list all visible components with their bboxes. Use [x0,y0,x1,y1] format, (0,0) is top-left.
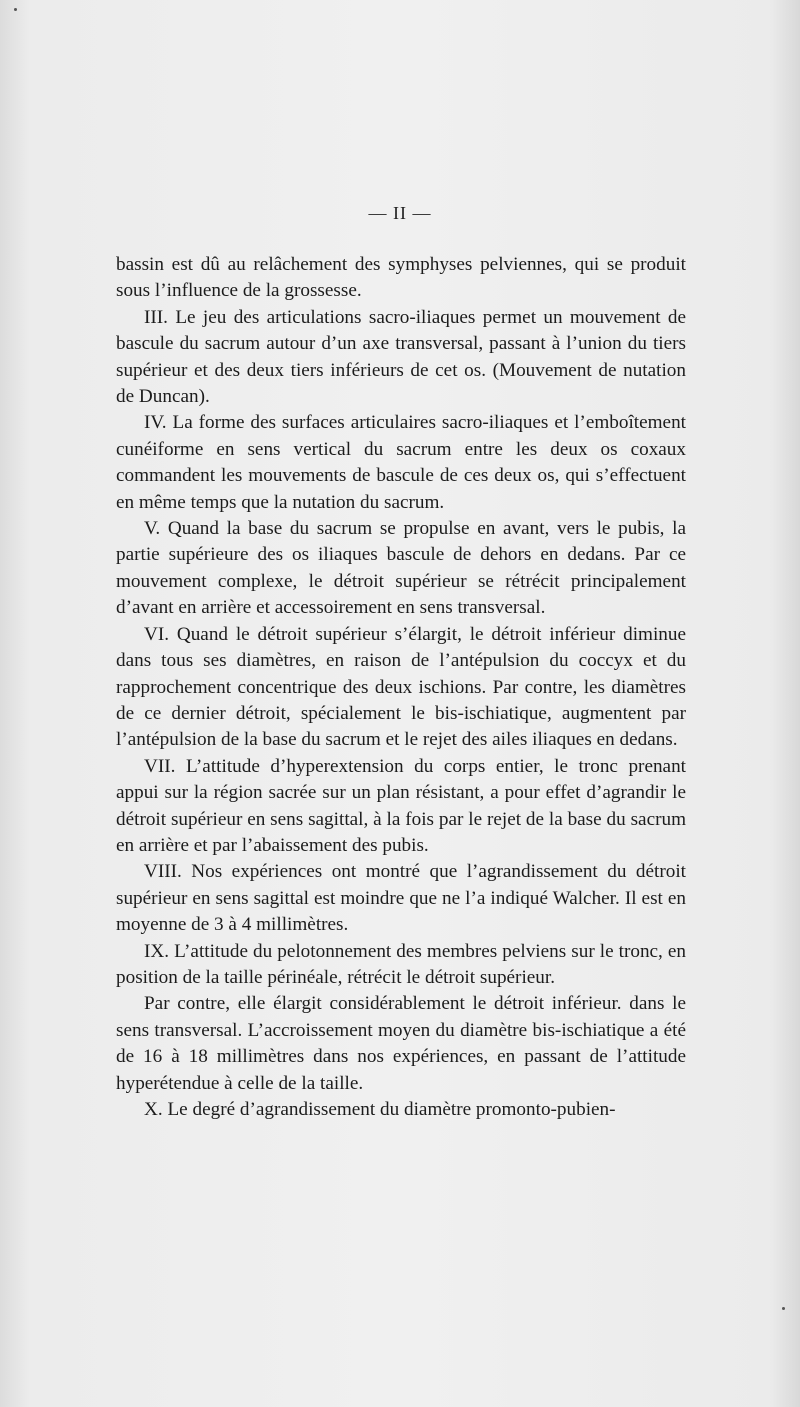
paragraph-vii: VII. L’attitude d’hyperextension du corps entier, le tronc prenant appui sur la région sacrée sur un plan résistant, a pour effet d’agrandir le détroit supérieur en sens sagittal, à la fois par le rejet de la base du sacrum en arrière et par l’abaissement des pubis. [116,755,686,856]
paragraph-iv: IV. La forme des surfaces articulaires sacro-iliaques et l’emboîtement cunéiforme en sens vertical du sacrum entre les deux os coxaux commandent les mouvements de bascule de ces deux os, qui s’effectuent en même temps que la nutation du sacrum. [116,412,686,513]
paragraph-vi: VI. Quand le détroit supérieur s’élargit, le détroit inférieur diminue dans tous ses diamètres, en raison de l’antépulsion du coccyx et du rapprochement concentrique des deux ischions. Par contre, les diamètres de ce dernier détroit, spécialement le bis-ischiatique, augmentent par l’antépulsion de la base du sacrum et le rejet des ailes iliaques en dedans. [116,623,686,751]
paragraph-v: V. Quand la base du sacrum se propulse en avant, vers le pubis, la partie supérieure des os iliaques bascule de dehors en dedans. Par ce mouvement complexe, le détroit supérieur se rétrécit principalement d’avant en arrière et accessoirement en sens transversal. [116,518,686,619]
paragraph-ix-continued: Par contre, elle élargit considérablement le détroit inférieur. dans le sens transversal. L’accroissement moyen du diamètre bis-ischiatique a été de 16 à 18 millimètres dans nos expériences, en passant de l’attitude hyperétendue à celle de la taille. [116,993,686,1094]
body-text [116,252,686,1123]
paragraph-viii: VIII. Nos expériences ont montré que l’agrandissement du détroit supérieur en sens sagittal est moindre que ne l’a indiqué Walcher. Il est en moyenne de 3 à 4 millimètres. [116,861,686,936]
paper-speck [14,8,17,11]
page-number: — II — [368,203,432,223]
paper-speck [782,1307,785,1310]
paragraph-ix: IX. L’attitude du pelotonnement des membres pelviens sur le tronc, en position de la taille périnéale, rétrécit le détroit supérieur. [116,940,686,988]
paragraph-iii: III. Le jeu des articulations sacro-iliaques permet un mouvement de bascule du sacrum autour d’un axe transversal, passant à l’union du tiers supérieur et des deux tiers inférieurs de cet os. (Mouvement de nutation de Duncan). [116,306,686,408]
paragraph-x: X. Le degré d’agrandissement du diamètre promonto-pubien- [144,1099,616,1120]
paragraph-continuation: bassin est dû au relâchement des symphyses pelviennes, qui se produit sous l’influence de la grossesse. [116,254,686,302]
